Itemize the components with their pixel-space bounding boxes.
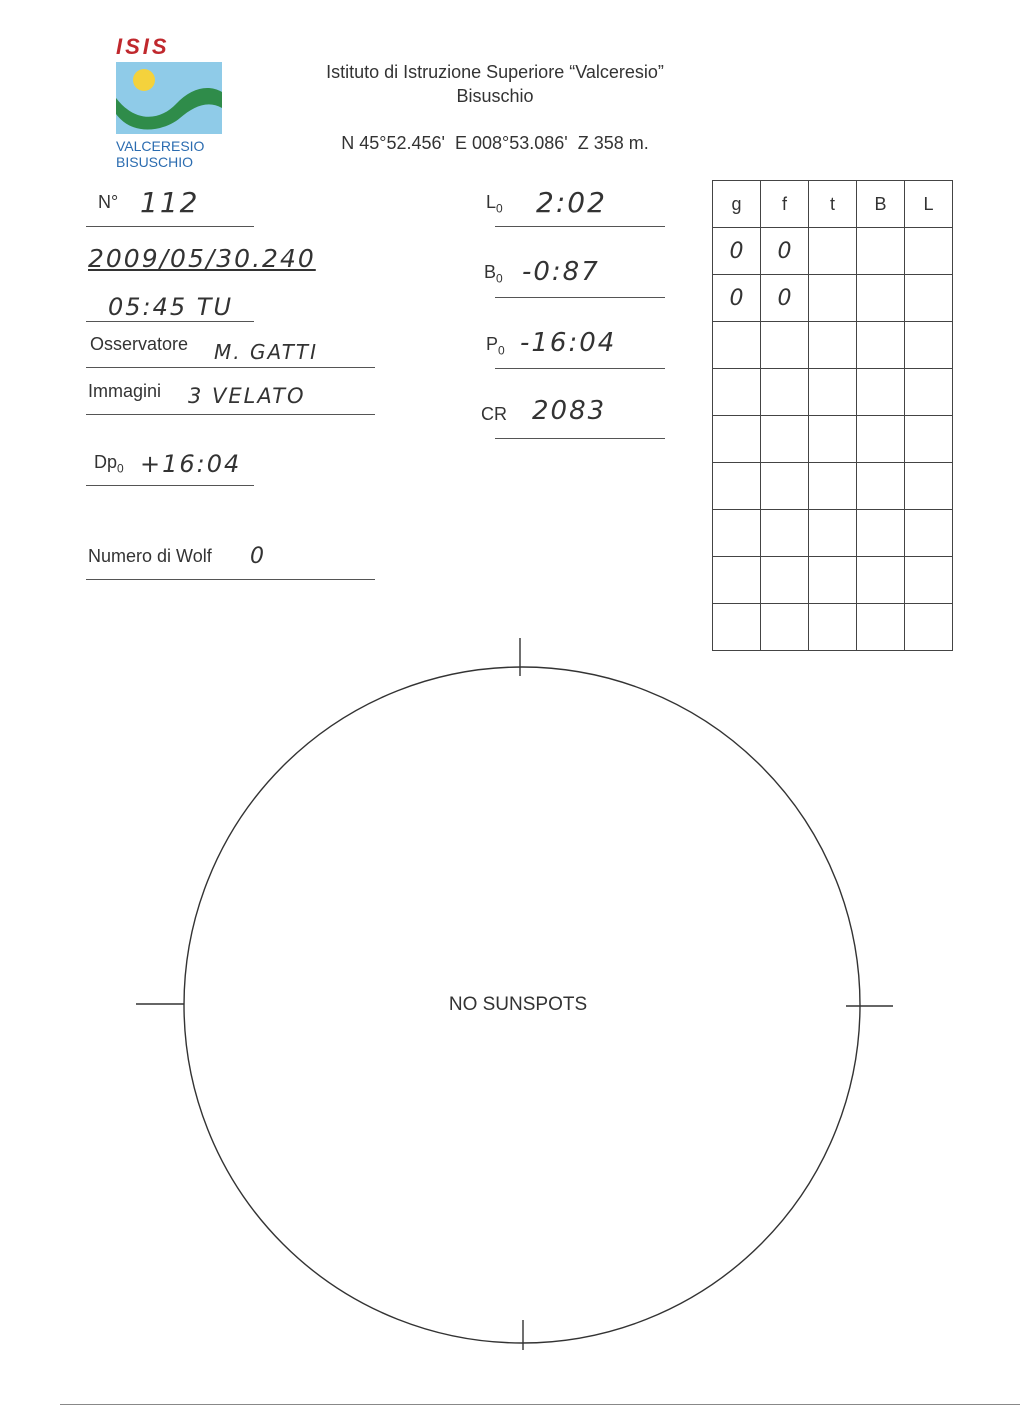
b0-label-sub: 0 bbox=[496, 271, 503, 286]
l0-value: 2:02 bbox=[536, 186, 607, 219]
l0-label-sub: 0 bbox=[496, 201, 503, 216]
wolf-rule bbox=[86, 579, 375, 580]
l0-label bbox=[486, 192, 503, 216]
dp0-rule bbox=[86, 485, 254, 486]
table-row bbox=[713, 228, 953, 275]
table-cell bbox=[761, 463, 809, 510]
table-cell bbox=[713, 322, 761, 369]
table-cell bbox=[905, 416, 953, 463]
table-row bbox=[713, 322, 953, 369]
b0-label bbox=[484, 262, 503, 286]
table-cell bbox=[857, 275, 905, 322]
number-rule bbox=[86, 226, 254, 227]
table-cell bbox=[905, 463, 953, 510]
table-row bbox=[713, 557, 953, 604]
institute-name: Istituto di Istruzione Superiore “Valceresio” bbox=[326, 62, 664, 82]
dp0-label-text: Dp bbox=[94, 452, 118, 472]
table-row bbox=[713, 510, 953, 557]
table-cell bbox=[905, 322, 953, 369]
table-header-cell: t bbox=[809, 181, 857, 228]
observer-value: M. GATTI bbox=[214, 340, 319, 364]
table-cell bbox=[761, 322, 809, 369]
logo-name-line2: BISUSCHIO bbox=[116, 154, 194, 170]
table-row bbox=[713, 463, 953, 510]
dp0-label bbox=[94, 452, 124, 476]
dp0-value: +16:04 bbox=[140, 450, 242, 478]
sunspot-count-table bbox=[712, 180, 953, 651]
table-header-row bbox=[713, 181, 953, 228]
logo-emblem-icon bbox=[116, 62, 222, 134]
table-cell bbox=[809, 510, 857, 557]
time-value: 05:45 TU bbox=[108, 293, 234, 321]
number-label: N° bbox=[98, 192, 119, 212]
table-cell bbox=[905, 510, 953, 557]
table-cell bbox=[905, 275, 953, 322]
table-cell bbox=[713, 369, 761, 416]
table-cell bbox=[857, 557, 905, 604]
table-cell bbox=[857, 510, 905, 557]
table-cell bbox=[761, 416, 809, 463]
table-cell bbox=[905, 369, 953, 416]
table-cell bbox=[857, 228, 905, 275]
table-cell bbox=[809, 557, 857, 604]
table-row bbox=[713, 369, 953, 416]
table-cell: 0 bbox=[713, 228, 761, 275]
images-label: Immagini bbox=[88, 381, 162, 401]
table-cell bbox=[809, 463, 857, 510]
table-header-cell: g bbox=[713, 181, 761, 228]
table-cell bbox=[809, 322, 857, 369]
wolf-value: 0 bbox=[250, 544, 266, 569]
table-cell bbox=[713, 463, 761, 510]
table-cell: 0 bbox=[761, 275, 809, 322]
b0-label-text: B bbox=[484, 262, 497, 282]
images-value: 3 VELATO bbox=[188, 384, 306, 408]
l0-rule bbox=[495, 226, 665, 227]
scan-edge-line bbox=[60, 1404, 1020, 1405]
table-cell bbox=[809, 369, 857, 416]
table-cell bbox=[857, 369, 905, 416]
p0-rule bbox=[495, 368, 665, 369]
table-cell bbox=[857, 322, 905, 369]
table-cell bbox=[761, 510, 809, 557]
table-cell: 0 bbox=[713, 275, 761, 322]
time-rule bbox=[86, 321, 254, 322]
dp0-label-sub: 0 bbox=[117, 461, 124, 476]
table-cell bbox=[857, 463, 905, 510]
cr-rule bbox=[495, 438, 665, 439]
observer-label: Osservatore bbox=[90, 334, 189, 354]
table-cell bbox=[809, 228, 857, 275]
wolf-label: Numero di Wolf bbox=[88, 546, 212, 566]
table-row bbox=[713, 275, 953, 322]
p0-label-text: P bbox=[486, 334, 499, 354]
cr-value: 2083 bbox=[532, 396, 607, 426]
table-cell bbox=[809, 416, 857, 463]
table-cell: 0 bbox=[761, 228, 809, 275]
l0-label-text: L bbox=[486, 192, 497, 212]
images-rule bbox=[86, 414, 375, 415]
table-header-cell: B bbox=[857, 181, 905, 228]
institute-town: Bisuschio bbox=[456, 86, 534, 106]
table-cell bbox=[905, 228, 953, 275]
p0-label bbox=[486, 334, 505, 358]
disk-note: NO SUNSPOTS bbox=[448, 994, 588, 1015]
table-cell bbox=[713, 557, 761, 604]
logo-acronym: ISIS bbox=[116, 34, 170, 59]
p0-label-sub: 0 bbox=[498, 343, 505, 358]
b0-rule bbox=[495, 297, 665, 298]
table-header-cell: f bbox=[761, 181, 809, 228]
number-value: 112 bbox=[140, 186, 200, 219]
logo-name-line1: VALCERESIO bbox=[116, 138, 205, 154]
table-row bbox=[713, 416, 953, 463]
table-cell bbox=[713, 416, 761, 463]
cr-label: CR bbox=[481, 404, 507, 424]
school-logo bbox=[108, 34, 228, 170]
observer-rule bbox=[86, 367, 375, 368]
table-cell bbox=[905, 557, 953, 604]
table-header-cell: L bbox=[905, 181, 953, 228]
observatory-coordinates: N 45°52.456' E 008°53.086' Z 358 m. bbox=[341, 133, 649, 153]
b0-value: -0:87 bbox=[522, 257, 600, 287]
p0-value: -16:04 bbox=[520, 328, 617, 358]
table-cell bbox=[857, 416, 905, 463]
table-cell bbox=[809, 275, 857, 322]
table-cell bbox=[761, 369, 809, 416]
table-cell bbox=[761, 557, 809, 604]
date-value: 2009/05/30.240 bbox=[88, 244, 316, 273]
table-cell bbox=[713, 510, 761, 557]
